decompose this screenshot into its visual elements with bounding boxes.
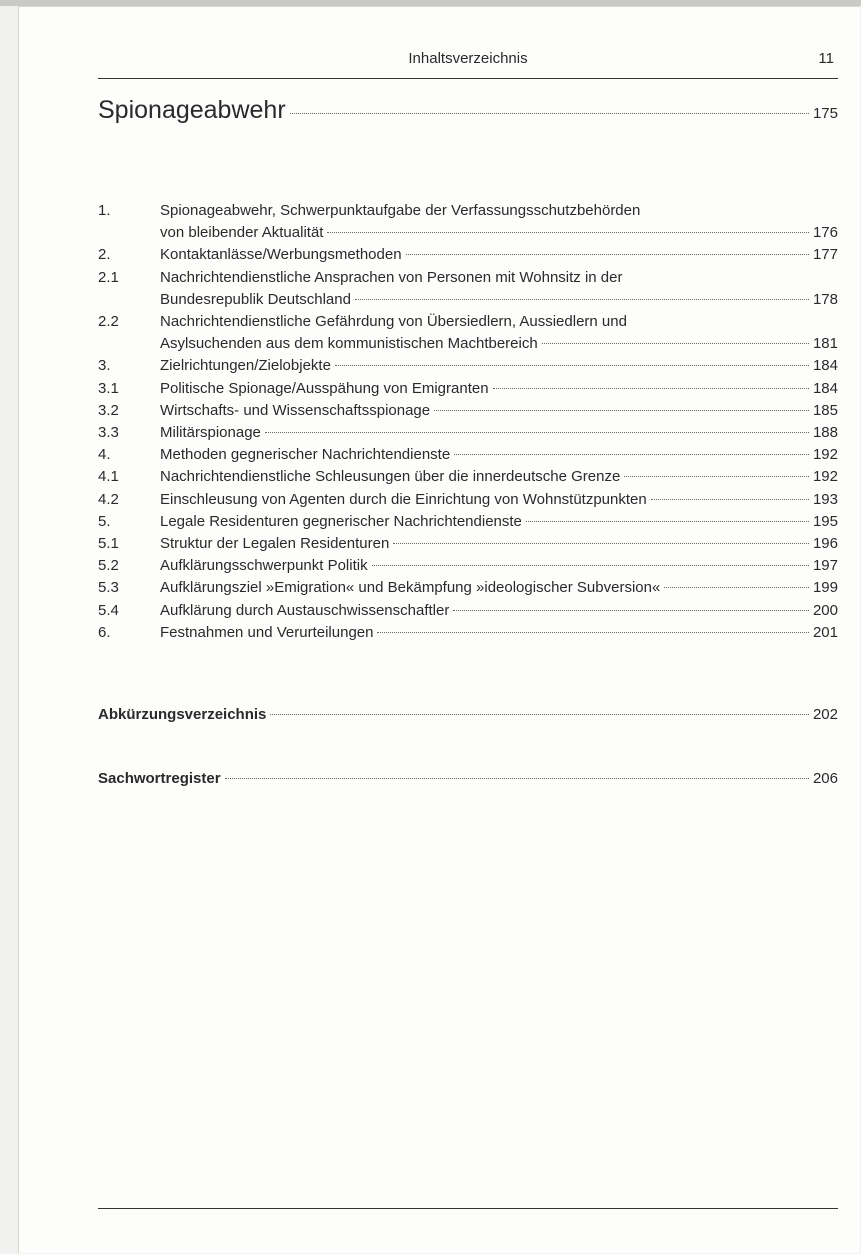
- toc-entry-number: 2.2: [98, 313, 119, 331]
- toc-entry-page: 195: [812, 512, 838, 530]
- dot-leader: [526, 521, 809, 522]
- dot-leader: [542, 343, 809, 344]
- toc-appendix-index: [98, 770, 838, 787]
- toc-entry: [98, 244, 838, 266]
- toc-entry-body: [160, 311, 838, 355]
- dot-leader: [377, 632, 808, 633]
- toc-entry-line: [160, 289, 838, 311]
- toc-entry-line: [160, 577, 838, 599]
- dot-leader: [664, 587, 809, 588]
- chapter-heading: [98, 96, 838, 125]
- footer-rule: [98, 1208, 838, 1209]
- dot-leader: [270, 714, 809, 715]
- toc-entry-title: Politische Spionage/Ausspähung von Emigranten: [160, 379, 489, 397]
- toc-entry: [98, 466, 838, 488]
- dot-leader: [327, 232, 809, 233]
- toc-entry-body: [160, 555, 838, 577]
- dot-leader: [265, 432, 809, 433]
- toc-entry-title: Aufklärungsschwerpunkt Politik: [160, 557, 368, 575]
- running-head-title: Inhaltsverzeichnis: [408, 50, 528, 67]
- toc-entry-page: 192: [812, 468, 838, 486]
- header-rule: [98, 78, 838, 79]
- toc-entry-title: Nachrichtendienstliche Schleusungen über die innerdeutsche Grenze: [160, 468, 621, 486]
- dot-leader: [454, 454, 809, 455]
- dot-leader: [290, 113, 809, 114]
- toc-entry-number: 4.2: [98, 490, 119, 508]
- toc-entry-number: 3.1: [98, 379, 119, 397]
- toc-entry: [98, 511, 838, 533]
- toc-entry-page: 184: [812, 379, 838, 397]
- appendix-title: Sachwortregister: [98, 770, 221, 787]
- toc-entry-page: 201: [812, 623, 838, 641]
- toc-entry-title: Aufklärung durch Austauschwissenschaftler: [160, 601, 450, 619]
- toc-entry-line: [160, 600, 838, 622]
- toc-entry-page: 188: [812, 424, 838, 442]
- toc-entry-line: [160, 200, 838, 222]
- toc-entry-title: Asylsuchenden aus dem kommunistischen Machtbereich: [160, 335, 538, 353]
- toc-entry-title: Legale Residenturen gegnerischer Nachrichtendienste: [160, 512, 522, 530]
- toc-entry-title: Spionageabwehr, Schwerpunktaufgabe der Verfassungsschutzbehörden: [160, 202, 641, 219]
- toc-entry-line: [160, 511, 838, 533]
- toc-entry-body: [160, 400, 838, 422]
- toc-entry-title: Kontaktanlässe/Werbungsmethoden: [160, 246, 402, 264]
- toc-entry-body: [160, 622, 838, 644]
- dot-leader: [624, 476, 809, 477]
- chapter-title: Spionageabwehr: [98, 96, 286, 124]
- toc-entry-number: 4.: [98, 446, 111, 464]
- toc-entry-title: Nachrichtendienstliche Gefährdung von Übersiedlern, Aussiedlern und: [160, 313, 627, 331]
- toc-entry-number: 1.: [98, 202, 111, 219]
- dot-leader: [453, 610, 809, 611]
- toc-entry: [98, 422, 838, 444]
- toc-entry-title: Einschleusung von Agenten durch die Einrichtung von Wohnstützpunkten: [160, 490, 647, 508]
- toc-entry-line: [160, 555, 838, 577]
- toc-entry-title: Nachrichtendienstliche Ansprachen von Personen mit Wohnsitz in der: [160, 268, 623, 286]
- toc-entry-title: Methoden gegnerischer Nachrichtendienste: [160, 446, 451, 464]
- toc-entry: [98, 489, 838, 511]
- toc-entry: [98, 577, 838, 599]
- toc-entry-title: von bleibender Aktualität: [160, 224, 324, 242]
- running-head: [98, 50, 838, 70]
- toc-entry-body: [160, 444, 838, 466]
- toc-entry-line: [160, 489, 838, 511]
- toc-entry: [98, 355, 838, 377]
- toc-entry: [98, 444, 838, 466]
- toc-entry-line: [160, 378, 838, 400]
- toc-entry: [98, 555, 838, 577]
- appendix-page: 202: [812, 706, 838, 723]
- toc-entry-body: [160, 422, 838, 444]
- toc-entry: [98, 400, 838, 422]
- toc-entry-page: 200: [812, 601, 838, 619]
- dot-leader: [651, 499, 809, 500]
- toc-entry-line: [160, 222, 838, 244]
- dot-leader: [493, 388, 809, 389]
- toc-entry-page: 184: [812, 357, 838, 375]
- running-head-page-number: 11: [818, 50, 834, 67]
- toc-entry-line: [160, 267, 838, 289]
- toc-entry-line: [160, 244, 838, 266]
- toc-entry-number: 2.: [98, 246, 111, 264]
- toc-entry-page: 176: [812, 224, 838, 242]
- dot-leader: [335, 365, 809, 366]
- toc-entry-number: 5.2: [98, 557, 119, 575]
- toc-entry-body: [160, 378, 838, 400]
- toc-entry-title: Bundesrepublik Deutschland: [160, 290, 351, 308]
- toc-entry-number: 4.1: [98, 468, 119, 486]
- appendix-page: 206: [812, 770, 838, 787]
- toc-entry-body: [160, 267, 838, 311]
- toc-entry-number: 3.: [98, 357, 111, 375]
- toc-entry-line: [160, 622, 838, 644]
- toc-entry-page: 199: [812, 579, 838, 597]
- toc-entry-body: [160, 244, 838, 266]
- toc-list: [98, 200, 838, 644]
- toc-entry-page: 193: [812, 490, 838, 508]
- toc-entry-title: Zielrichtungen/Zielobjekte: [160, 357, 331, 375]
- toc-entry-page: 192: [812, 446, 838, 464]
- toc-entry-page: 197: [812, 557, 838, 575]
- toc-entry-number: 2.1: [98, 268, 119, 286]
- toc-entry: [98, 378, 838, 400]
- toc-entry-number: 5.3: [98, 579, 119, 597]
- dot-leader: [355, 299, 809, 300]
- toc-entry-number: 5.: [98, 512, 111, 530]
- toc-entry-line: [160, 466, 838, 488]
- toc-entry-number: 6.: [98, 623, 111, 641]
- toc-appendix-abbreviations: [98, 706, 838, 723]
- toc-entry-line: [160, 533, 838, 555]
- chapter-page: 175: [812, 105, 838, 122]
- toc-entry-body: [160, 577, 838, 599]
- toc-entry-body: [160, 200, 838, 244]
- toc-entry-line: [160, 400, 838, 422]
- dot-leader: [406, 254, 809, 255]
- toc-entry-page: 185: [812, 401, 838, 419]
- toc-entry-body: [160, 600, 838, 622]
- toc-entry-body: [160, 533, 838, 555]
- toc-entry-body: [160, 511, 838, 533]
- toc-entry-title: Festnahmen und Verurteilungen: [160, 623, 374, 641]
- dot-leader: [225, 778, 809, 779]
- toc-entry-line: [160, 333, 838, 355]
- toc-entry-title: Wirtschafts- und Wissenschaftsspionage: [160, 401, 431, 419]
- toc-entry: [98, 600, 838, 622]
- dot-leader: [393, 543, 809, 544]
- dot-leader: [372, 565, 809, 566]
- toc-entry: [98, 533, 838, 555]
- toc-entry-line: [160, 422, 838, 444]
- toc-entry-body: [160, 355, 838, 377]
- toc-entry-title: Struktur der Legalen Residenturen: [160, 535, 390, 553]
- toc-entry-line: [160, 355, 838, 377]
- toc-entry-number: 5.4: [98, 601, 119, 619]
- toc-entry-line: [160, 444, 838, 466]
- toc-entry: [98, 311, 838, 355]
- toc-entry-number: 3.3: [98, 424, 119, 442]
- toc-entry-title: Militärspionage: [160, 424, 261, 442]
- toc-entry-title: Aufklärungsziel »Emigration« und Bekämpfung »ideologischer Subversion«: [160, 579, 661, 597]
- toc-entry: [98, 267, 838, 311]
- toc-entry-page: 178: [812, 290, 838, 308]
- toc-entry-page: 196: [812, 535, 838, 553]
- toc-entry-line: [160, 311, 838, 333]
- toc-entry: [98, 200, 838, 244]
- toc-entry-number: 5.1: [98, 535, 119, 553]
- dot-leader: [434, 410, 809, 411]
- toc-entry-page: 177: [812, 246, 838, 264]
- appendix-title: Abkürzungsverzeichnis: [98, 706, 267, 723]
- toc-entry-body: [160, 466, 838, 488]
- toc-entry-body: [160, 489, 838, 511]
- toc-entry-number: 3.2: [98, 401, 119, 419]
- toc-entry: [98, 622, 838, 644]
- toc-entry-page: 181: [812, 335, 838, 353]
